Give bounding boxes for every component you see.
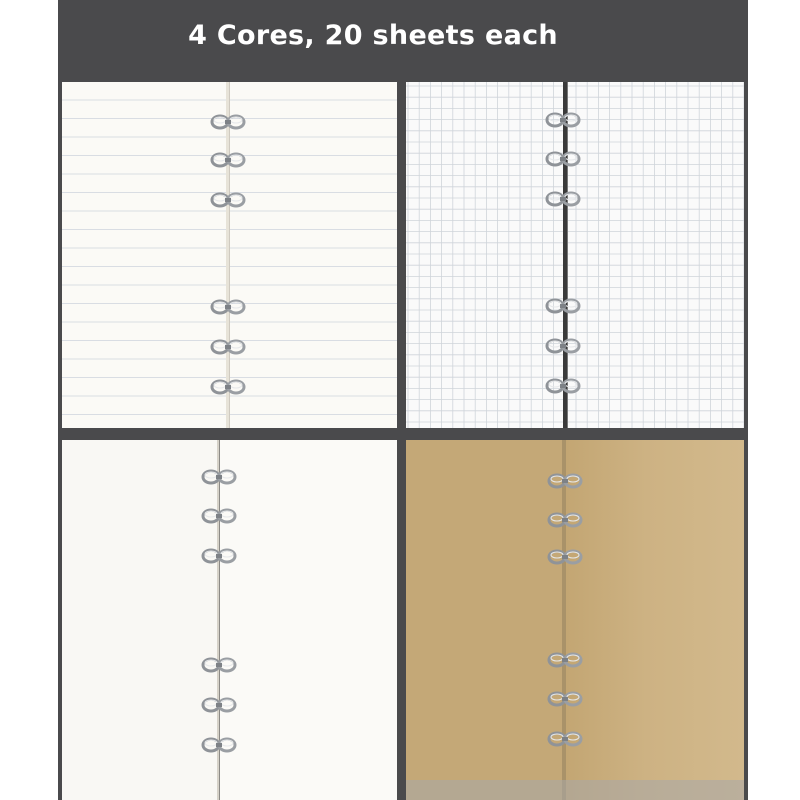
binder-ring-icon [212, 341, 244, 353]
binder-ring-icon [547, 380, 579, 392]
binder-ring-icon [547, 153, 579, 165]
binder-ring-icon [212, 154, 244, 166]
binder-ring-icon [203, 659, 235, 671]
binder-ring-icon [549, 654, 581, 666]
binder-ring-icon [547, 114, 579, 126]
binder-ring-icon [549, 475, 581, 487]
binder-ring-icon [547, 193, 579, 205]
binder-ring-icon [549, 693, 581, 705]
binder-ring-icon [212, 381, 244, 393]
lined-paper-panel [62, 82, 397, 428]
binder-rings [406, 440, 744, 800]
binder-ring-icon [203, 699, 235, 711]
binder-rings [406, 82, 744, 428]
binder-ring-icon [549, 551, 581, 563]
blank-paper-panel [62, 440, 397, 800]
binder-ring-icon [212, 301, 244, 313]
binder-ring-icon [547, 340, 579, 352]
binder-rings [62, 440, 397, 800]
grid-paper-panel [406, 82, 744, 428]
kraft-paper-panel [406, 440, 744, 800]
binder-ring-icon [547, 300, 579, 312]
banner-title: 4 Cores, 20 sheets each [188, 20, 558, 51]
binder-ring-icon [212, 116, 244, 128]
binder-ring-icon [212, 194, 244, 206]
binder-rings [62, 82, 397, 428]
binder-ring-icon [203, 510, 235, 522]
binder-ring-icon [203, 739, 235, 751]
binder-ring-icon [203, 550, 235, 562]
binder-ring-icon [549, 514, 581, 526]
binder-ring-icon [549, 733, 581, 745]
binder-ring-icon [203, 471, 235, 483]
